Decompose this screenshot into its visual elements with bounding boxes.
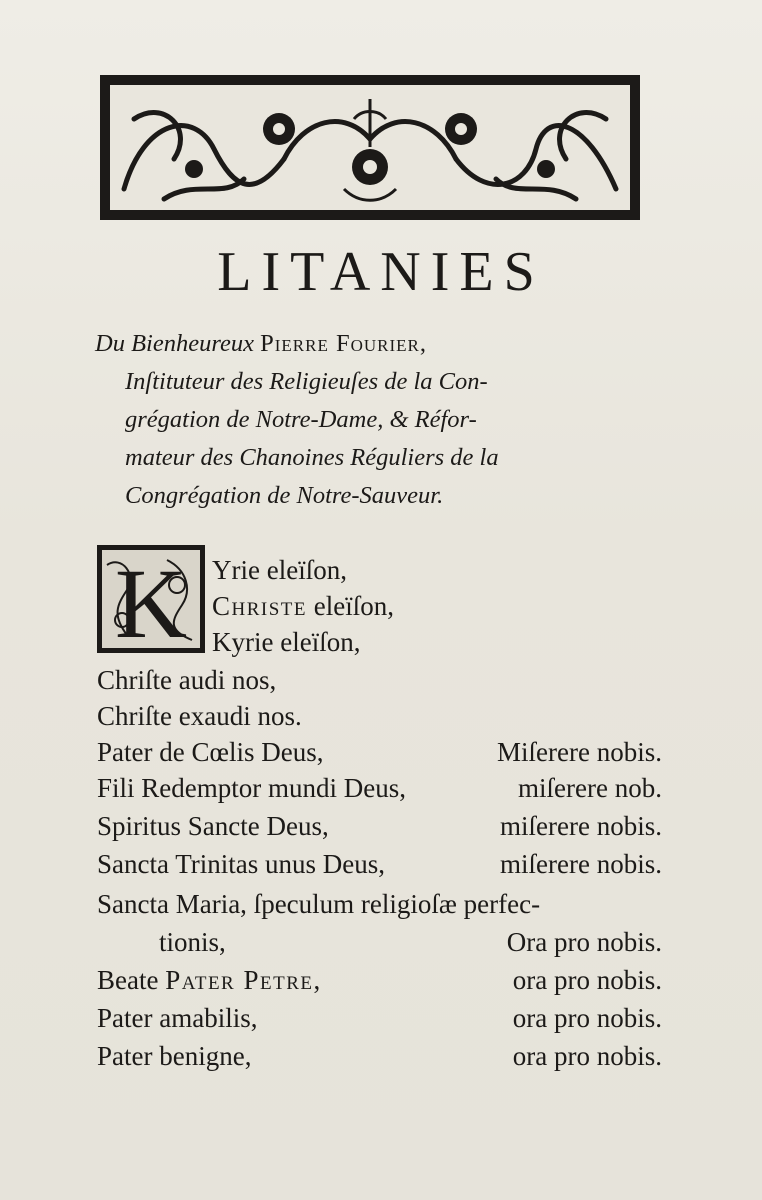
initial-letter: K — [114, 548, 188, 653]
invocation-prefix: Beate — [97, 965, 159, 995]
subtitle-name: Pierre Fourier, — [260, 330, 427, 357]
invocation-response: miſerere nob. — [518, 773, 662, 803]
invocation-row — [97, 924, 662, 960]
invocation-response: Ora pro nobis. — [506, 927, 662, 957]
drop-cap-icon — [97, 545, 205, 653]
subtitle-line-3: grégation de Notre-Dame, & Réfor- — [125, 406, 477, 433]
subtitle-line-2: Inſtituteur des Religieuſes de la Con- — [125, 368, 488, 395]
invocation-row — [97, 846, 662, 882]
invocation-text: Pater de Cœlis Deus, — [97, 737, 324, 767]
invocation-name: Pater Petre, — [165, 965, 322, 995]
christe-line — [212, 588, 394, 624]
page-title: LITANIES — [217, 241, 545, 303]
christe-rest: eleïſon, — [313, 591, 394, 621]
floral-headpiece-ornament — [100, 75, 640, 220]
invocation-row — [97, 734, 662, 770]
invocation-text: Spiritus Sancte Deus, — [97, 811, 329, 841]
invocation-text — [97, 962, 322, 998]
christe-audi-line: Chriſte audi nos, — [97, 665, 277, 695]
decorated-initial-k — [97, 545, 205, 653]
invocation-response: Miſerere nobis. — [497, 737, 662, 767]
invocation-text: Pater amabilis, — [97, 1003, 258, 1033]
invocation-text: Sancta Trinitas unus Deus, — [97, 849, 386, 879]
invocation-response: ora pro nobis. — [512, 1041, 662, 1071]
invocation-text: tionis, — [159, 927, 226, 957]
floral-ornament-icon — [104, 79, 636, 216]
kyrie-line-2: Kyrie eleïſon, — [212, 627, 361, 657]
kyrie-line-1: Yrie eleïſon, — [212, 555, 347, 585]
invocation-response: ora pro nobis. — [512, 965, 662, 995]
invocation-text: Fili Redemptor mundi Deus, — [97, 773, 406, 803]
invocation-row — [97, 886, 662, 922]
subtitle-line-5: Congrégation de Notre-Sauveur. — [125, 482, 444, 509]
subtitle-prefix: Du Bienheureux — [95, 330, 254, 357]
invocation-text: Sancta Maria, ſpeculum religioſæ perfec- — [97, 889, 541, 919]
invocation-row — [97, 808, 662, 844]
invocation-response: ora pro nobis. — [512, 1003, 662, 1033]
christe-exaudi-line: Chriſte exaudi nos. — [97, 701, 302, 731]
invocation-row — [97, 1000, 662, 1036]
invocation-row — [97, 1038, 662, 1074]
invocation-response: miſerere nobis. — [500, 849, 662, 879]
subtitle-line-4: mateur des Chanoines Réguliers de la — [125, 444, 499, 471]
invocation-response: miſerere nobis. — [500, 811, 662, 841]
subtitle-block — [95, 325, 655, 515]
invocation-row — [97, 770, 662, 806]
invocation-text: Pater benigne, — [97, 1041, 252, 1071]
subtitle-line-1 — [95, 325, 655, 363]
invocation-row — [97, 962, 662, 998]
christe-word: Christe — [212, 591, 308, 621]
